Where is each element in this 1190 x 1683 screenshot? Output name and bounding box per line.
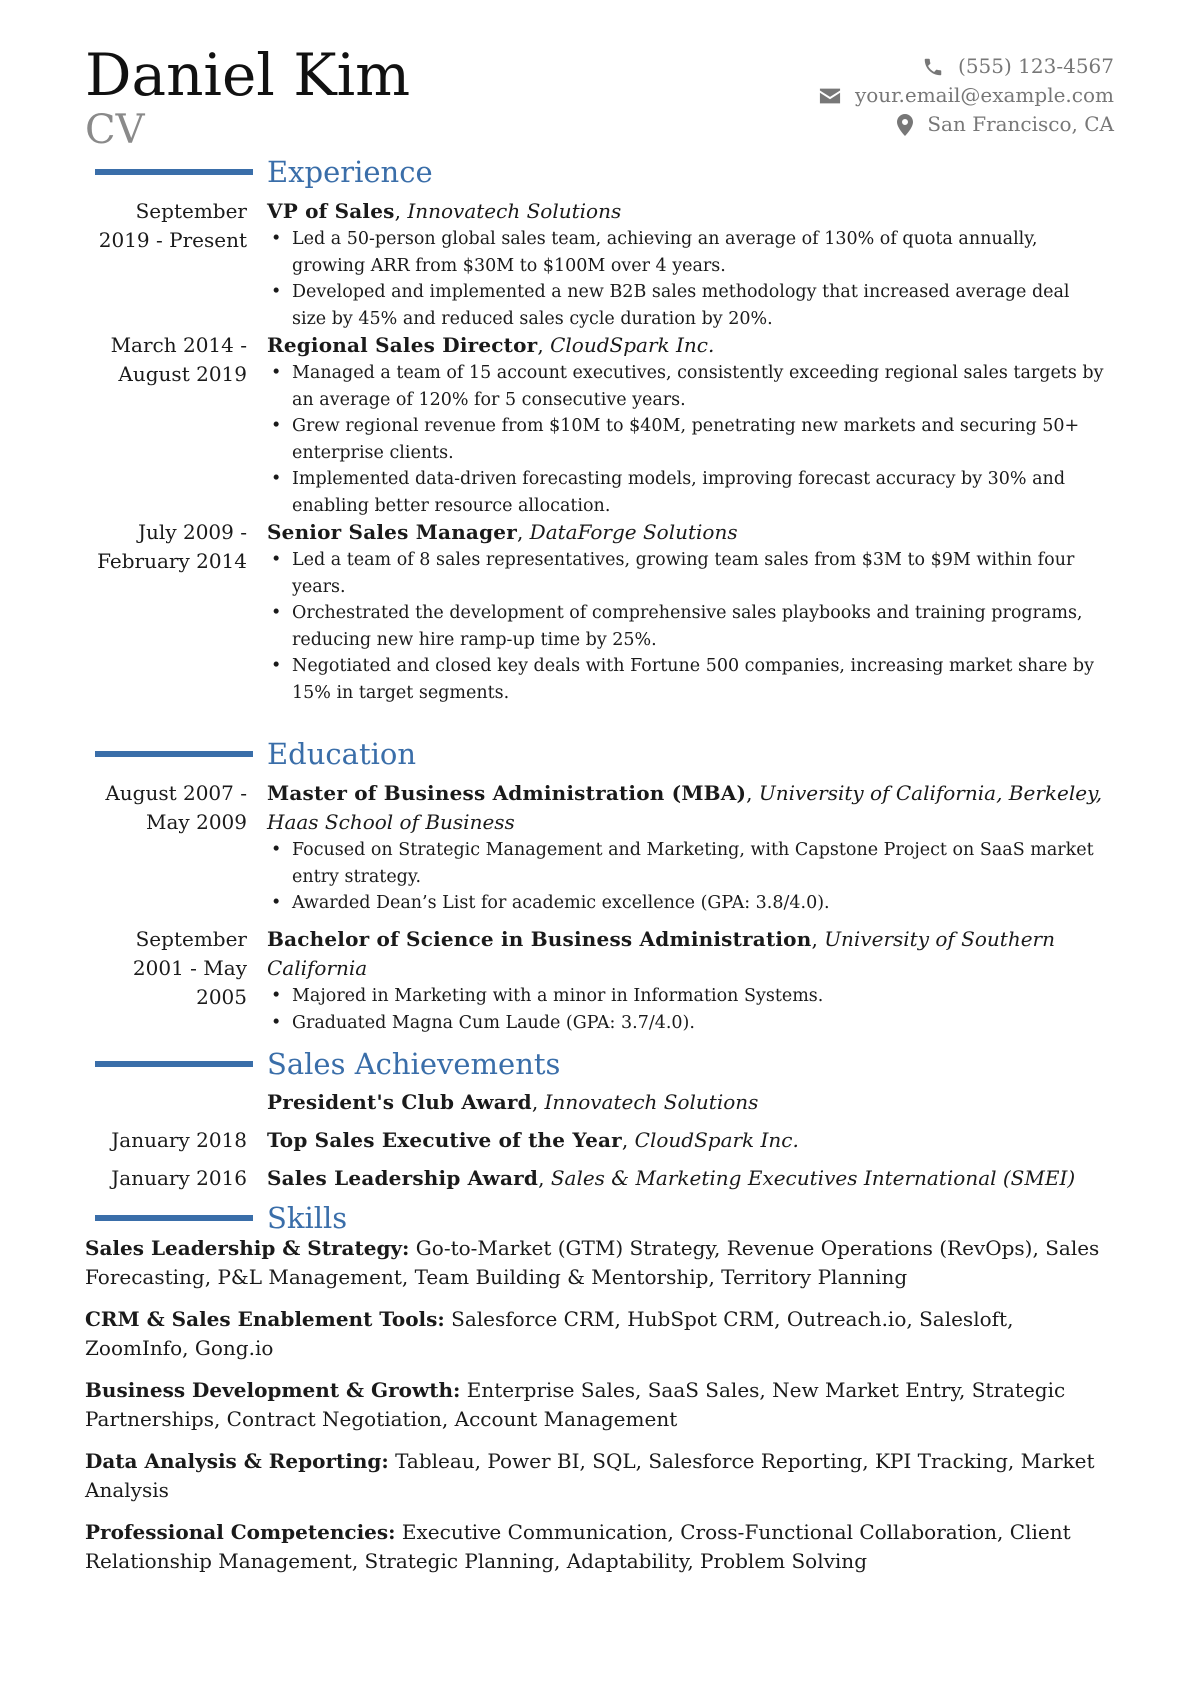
skill-group: Sales Leadership & Strategy: Go-to-Market (GTM) Strategy, Revenue Operations (RevOps), Sales Forecasting, P&L Management, Team Building & Mentorship, Territory Planning <box>85 1236 1100 1289</box>
list-item: • Majored in Marketing with a minor in Information Systems. <box>267 983 1109 1010</box>
entry-title: President's Club Award, Innovatech Solutions <box>267 1090 759 1114</box>
section-rule <box>95 1215 253 1221</box>
list-item: • Awarded Dean’s List for academic excellence (GPA: 3.8/4.0). <box>267 890 1109 917</box>
section-title: Skills <box>267 1201 348 1235</box>
entry-date: March 2014 - August 2019 <box>110 333 247 386</box>
bullet-list <box>267 837 1109 917</box>
list-item: • Negotiated and closed key deals with Fortune 500 companies, increasing market share by 15% in target segments. <box>267 653 1109 706</box>
phone-text: (555) 123-4567 <box>958 54 1114 78</box>
section-rule <box>95 1061 253 1067</box>
section-title: Experience <box>267 155 433 189</box>
bullet-list <box>267 226 1109 332</box>
list-item: • Led a team of 8 sales representatives, growing team sales from $3M to $9M within four years. <box>267 547 1109 600</box>
bullet-list <box>267 360 1109 519</box>
phone-icon <box>922 56 944 78</box>
entry-title: Senior Sales Manager, DataForge Solutions <box>267 520 738 544</box>
envelope-icon <box>819 87 841 105</box>
skill-group: CRM & Sales Enablement Tools: Salesforce CRM, HubSpot CRM, Outreach.io, Salesloft, ZoomInfo, Gong.io <box>85 1307 1014 1360</box>
section-achievements <box>95 1046 1095 1082</box>
entry-date: January 2018 <box>111 1128 247 1152</box>
list-item: • Led a 50-person global sales team, achieving an average of 130% of quota annually, growing ARR from $30M to $100M over 4 years. <box>267 226 1109 279</box>
contact-location <box>819 110 1114 139</box>
entry-title: Master of Business Administration (MBA), University of California, Berkeley, Haas School of Business <box>267 781 1103 834</box>
list-item: • Grew regional revenue from $10M to $40M, penetrating new markets and securing 50+ enterprise clients. <box>267 413 1109 466</box>
bullet-list <box>267 547 1109 706</box>
entry-title: Bachelor of Science in Business Administration, University of Southern California <box>267 927 1055 980</box>
location-text: San Francisco, CA <box>927 112 1114 136</box>
section-rule <box>95 169 253 175</box>
page-subtitle: CV <box>85 107 145 153</box>
section-experience <box>95 154 1095 190</box>
entry-date: August 2007 - May 2009 <box>105 781 247 834</box>
entry-date: January 2016 <box>111 1166 247 1190</box>
section-skills <box>95 1200 1095 1236</box>
entry-title: Top Sales Executive of the Year, CloudSpark Inc. <box>267 1128 799 1152</box>
section-education <box>95 736 1095 772</box>
bullet-list <box>267 983 1109 1036</box>
list-item: • Focused on Strategic Management and Marketing, with Capstone Project on SaaS market entry strategy. <box>267 837 1109 890</box>
skill-group: Data Analysis & Reporting: Tableau, Power BI, SQL, Salesforce Reporting, KPI Tracking, Market Analysis <box>85 1449 1095 1502</box>
skill-group: Professional Competencies: Executive Communication, Cross-Functional Collaboration, Client Relationship Management, Strategic Planning, Adaptability, Problem Solving <box>85 1520 1071 1573</box>
list-item: • Managed a team of 15 account executives, consistently exceeding regional sales targets by an average of 120% for 5 consecutive years. <box>267 360 1109 413</box>
contact-email[interactable] <box>819 81 1114 110</box>
entry-title: VP of Sales, Innovatech Solutions <box>267 199 622 223</box>
entry-date: July 2009 - February 2014 <box>97 520 247 573</box>
contact-block <box>819 52 1114 139</box>
email-text: your.email@example.com <box>854 83 1114 107</box>
entry-date: September 2001 - May 2005 <box>132 927 247 1009</box>
section-title: Education <box>267 737 417 771</box>
list-item: • Graduated Magna Cum Laude (GPA: 3.7/4.0). <box>267 1010 1109 1037</box>
list-item: • Implemented data-driven forecasting models, improving forecast accuracy by 30% and enabling better resource allocation. <box>267 466 1109 519</box>
list-item: • Orchestrated the development of comprehensive sales playbooks and training programs, reducing new hire ramp-up time by 25%. <box>267 600 1109 653</box>
contact-phone[interactable] <box>819 52 1114 81</box>
entry-title: Sales Leadership Award, Sales & Marketing Executives International (SMEI) <box>267 1166 1076 1190</box>
section-rule <box>95 751 253 757</box>
skill-group: Business Development & Growth: Enterprise Sales, SaaS Sales, New Market Entry, Strategic Partnerships, Contract Negotiation, Account Management <box>85 1378 1066 1431</box>
entry-date: September 2019 - Present <box>98 199 247 252</box>
list-item: • Developed and implemented a new B2B sales methodology that increased average deal size by 45% and reduced sales cycle duration by 20%. <box>267 279 1109 332</box>
page-title: Daniel Kim <box>85 41 411 109</box>
section-title: Sales Achievements <box>267 1047 561 1081</box>
entry-title: Regional Sales Director, CloudSpark Inc. <box>267 333 715 357</box>
map-pin-icon <box>897 114 913 136</box>
